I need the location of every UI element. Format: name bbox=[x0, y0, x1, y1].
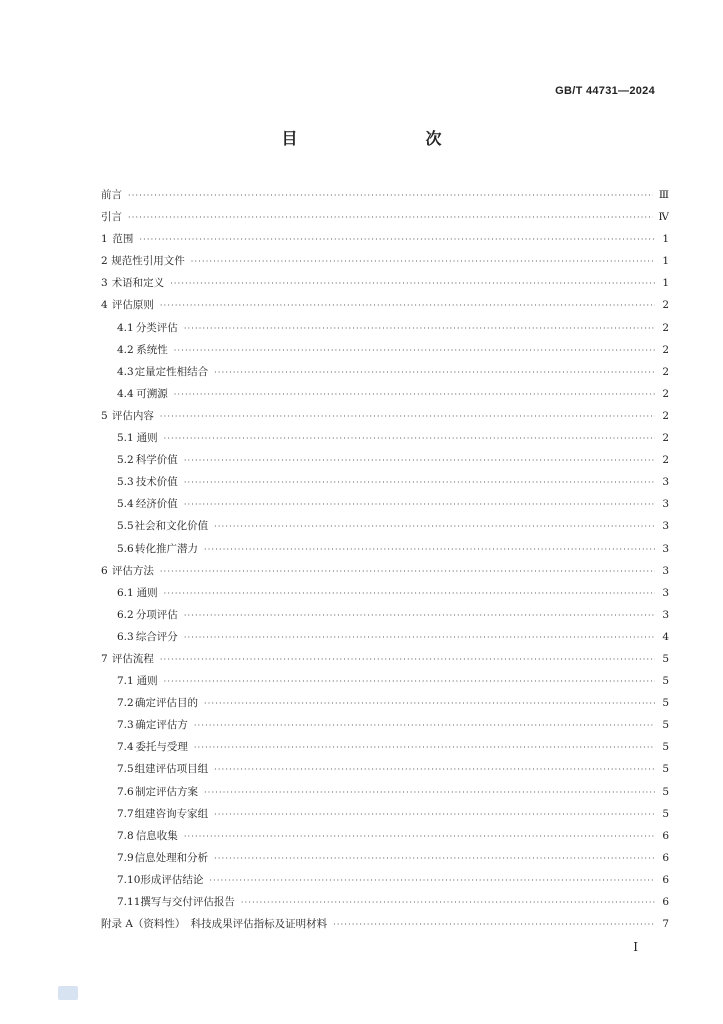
toc-entry-number: 7.2 bbox=[117, 697, 134, 710]
toc-entry-page: 2 bbox=[662, 343, 669, 356]
toc-entry-label: 评估流程 bbox=[111, 652, 154, 665]
toc-entry[interactable] bbox=[101, 471, 669, 493]
toc-entry-number: 6.1 bbox=[117, 586, 134, 599]
toc-entry-page: 2 bbox=[662, 454, 669, 467]
toc-entry-page: 5 bbox=[662, 697, 669, 710]
toc-entry-label: 评估原则 bbox=[111, 299, 154, 312]
toc-entry-label: 信息处理和分析 bbox=[134, 851, 209, 864]
toc-leader-dots bbox=[184, 826, 655, 848]
toc-entry-page: 5 bbox=[662, 652, 669, 665]
toc-entry[interactable] bbox=[101, 670, 669, 692]
toc-entry-number: 3 bbox=[101, 277, 108, 290]
toc-entry[interactable] bbox=[101, 361, 669, 383]
toc-entry[interactable] bbox=[101, 427, 669, 449]
toc-leader-dots bbox=[160, 295, 655, 317]
toc-entry-page: 2 bbox=[662, 387, 669, 400]
toc-entry-number: 7.5 bbox=[117, 763, 134, 776]
toc-entry-label: 前言 bbox=[101, 189, 122, 201]
toc-entry-page: 3 bbox=[662, 586, 669, 599]
toc-entry-label: 范围 bbox=[112, 233, 134, 246]
toc-entry-number: 4.4 bbox=[117, 387, 134, 400]
toc-entry-label: 引言 bbox=[101, 211, 122, 224]
toc-entry-label: 确定评估目的 bbox=[135, 697, 199, 710]
toc-entry[interactable] bbox=[101, 250, 669, 272]
toc-leader-dots bbox=[194, 737, 655, 759]
toc-entry-number: 7.1 bbox=[117, 675, 134, 688]
toc-entry-number: 5.6 bbox=[117, 542, 134, 555]
toc-entry-number: 5.1 bbox=[117, 432, 134, 445]
toc-entry-page: 6 bbox=[662, 829, 669, 842]
toc-entry[interactable] bbox=[101, 206, 669, 228]
toc-entry-label: 委托与受理 bbox=[135, 741, 188, 754]
toc-leader-dots bbox=[160, 406, 655, 428]
toc-entry-number: 7.9 bbox=[117, 851, 134, 864]
toc-entry[interactable] bbox=[101, 626, 669, 648]
toc-entry-label: 分类评估 bbox=[135, 321, 178, 334]
toc-entry-label: 评估内容 bbox=[111, 409, 154, 422]
toc-entry[interactable] bbox=[101, 493, 669, 515]
toc-entry-label: 组建咨询专家组 bbox=[134, 807, 209, 820]
toc-leader-dots bbox=[214, 759, 655, 781]
toc-entry-number: 6.2 bbox=[117, 608, 134, 621]
toc-entry-page: 3 bbox=[662, 542, 669, 555]
toc-entry-number: 5.4 bbox=[117, 498, 134, 511]
toc-leader-dots bbox=[174, 384, 655, 406]
toc-entry[interactable] bbox=[101, 383, 669, 405]
toc-entry[interactable] bbox=[101, 515, 669, 537]
toc-entry-label: 经济价值 bbox=[135, 498, 178, 511]
toc-entry-page: 1 bbox=[662, 233, 669, 246]
toc-entry[interactable] bbox=[101, 449, 669, 471]
toc-entry-number: 7.7 bbox=[117, 807, 134, 820]
toc-entry-number: 6 bbox=[101, 564, 108, 577]
toc-entry-number: 2 bbox=[101, 255, 108, 268]
toc-leader-dots bbox=[184, 450, 655, 472]
toc-entry-label: 综合评分 bbox=[135, 630, 178, 643]
toc-entry-label: 通则 bbox=[136, 586, 158, 599]
toc-entry-page: 1 bbox=[662, 255, 669, 268]
toc-entry-number: 7.11 bbox=[117, 896, 141, 908]
toc-leader-dots bbox=[214, 362, 655, 384]
table-of-contents bbox=[101, 184, 669, 935]
toc-entry-number: 7.6 bbox=[117, 785, 134, 798]
toc-entry-page: 2 bbox=[662, 365, 669, 378]
toc-entry[interactable] bbox=[101, 736, 669, 758]
toc-entry-page: 3 bbox=[662, 520, 669, 533]
toc-entry-label: 系统性 bbox=[136, 343, 168, 356]
toc-entry-label: 评估方法 bbox=[111, 564, 154, 577]
toc-leader-dots bbox=[164, 583, 655, 605]
toc-entry-page: 5 bbox=[662, 785, 669, 798]
toc-entry-number: 7.8 bbox=[117, 829, 134, 842]
toc-entry-number: 5.2 bbox=[117, 454, 134, 467]
toc-entry[interactable] bbox=[101, 560, 669, 582]
toc-entry-page: 2 bbox=[662, 432, 669, 445]
toc-entry-label: 定量定性相结合 bbox=[134, 365, 209, 378]
toc-entry-label: 组建评估项目组 bbox=[134, 763, 209, 776]
toc-entry-number: 6.3 bbox=[117, 630, 134, 643]
toc-entry-label: 附录 A（资料性） 科技成果评估指标及证明材料 bbox=[101, 918, 328, 931]
toc-entry-page: Ⅲ bbox=[658, 189, 669, 201]
toc-leader-dots bbox=[184, 472, 655, 494]
toc-entry[interactable] bbox=[101, 604, 669, 626]
toc-leader-dots bbox=[164, 671, 655, 693]
toc-leader-dots bbox=[241, 892, 655, 914]
toc-leader-dots bbox=[184, 627, 655, 649]
toc-entry-label: 社会和文化价值 bbox=[134, 520, 209, 533]
page-title: 目 次 bbox=[281, 129, 474, 148]
toc-entry-page: Ⅳ bbox=[658, 211, 669, 224]
toc-leader-dots bbox=[164, 428, 655, 450]
toc-entry-label: 撰写与交付评估报告 bbox=[140, 896, 235, 908]
toc-entry-page: 5 bbox=[662, 675, 669, 688]
toc-entry[interactable] bbox=[101, 692, 669, 714]
toc-entry-page: 5 bbox=[662, 807, 669, 820]
toc-leader-dots bbox=[170, 273, 655, 295]
toc-leader-dots bbox=[128, 185, 653, 207]
toc-entry[interactable] bbox=[101, 582, 669, 604]
toc-leader-dots bbox=[160, 649, 655, 671]
toc-entry-page: 6 bbox=[662, 873, 669, 886]
toc-entry[interactable] bbox=[101, 648, 669, 670]
toc-leader-dots bbox=[204, 693, 655, 715]
toc-entry-number: 5.5 bbox=[117, 520, 134, 533]
toc-entry-label: 分项评估 bbox=[135, 608, 178, 621]
toc-entry-label: 信息收集 bbox=[135, 829, 178, 842]
toc-entry[interactable] bbox=[101, 758, 669, 780]
toc-entry-page: 5 bbox=[662, 741, 669, 754]
toc-entry[interactable] bbox=[101, 803, 669, 825]
toc-entry-number: 7.4 bbox=[117, 741, 134, 754]
toc-entry[interactable] bbox=[101, 317, 669, 339]
toc-entry-page: 5 bbox=[662, 763, 669, 776]
watermark-logo-icon bbox=[58, 986, 78, 1000]
toc-leader-dots bbox=[184, 318, 655, 340]
toc-entry-page: 6 bbox=[662, 896, 669, 908]
toc-entry[interactable] bbox=[101, 714, 669, 736]
toc-leader-dots bbox=[214, 848, 655, 870]
toc-entry[interactable] bbox=[101, 228, 669, 250]
toc-leader-dots bbox=[139, 229, 655, 251]
toc-leader-dots bbox=[209, 870, 655, 892]
toc-entry-number: 4.3 bbox=[117, 365, 134, 378]
toc-entry-label: 技术价值 bbox=[135, 476, 178, 489]
toc-entry-label: 通则 bbox=[136, 432, 158, 445]
toc-leader-dots bbox=[214, 804, 655, 826]
toc-entry[interactable] bbox=[101, 184, 669, 206]
toc-entry-page: 2 bbox=[662, 299, 669, 312]
toc-entry[interactable] bbox=[101, 781, 669, 803]
toc-entry[interactable] bbox=[101, 339, 669, 361]
toc-leader-dots bbox=[194, 715, 655, 737]
toc-leader-dots bbox=[184, 605, 655, 627]
toc-leader-dots bbox=[191, 251, 655, 273]
toc-entry-page: 6 bbox=[662, 851, 669, 864]
toc-entry[interactable] bbox=[101, 847, 669, 869]
toc-entry-number: 5 bbox=[101, 409, 108, 422]
toc-entry-label: 确定评估方 bbox=[135, 719, 188, 732]
toc-entry[interactable] bbox=[101, 538, 669, 560]
toc-entry-label: 科学价值 bbox=[135, 454, 178, 467]
page-number: Ⅰ bbox=[633, 940, 638, 954]
toc-leader-dots bbox=[333, 914, 655, 936]
toc-leader-dots bbox=[184, 494, 655, 516]
toc-entry-number: 7 bbox=[101, 652, 108, 665]
toc-entry-page: 7 bbox=[662, 918, 669, 931]
toc-leader-dots bbox=[204, 539, 655, 561]
toc-leader-dots bbox=[160, 561, 655, 583]
toc-entry-page: 5 bbox=[662, 719, 669, 732]
toc-entry-label: 规范性引用文件 bbox=[111, 255, 185, 268]
toc-leader-dots bbox=[214, 516, 655, 538]
toc-entry-number: 4.2 bbox=[117, 343, 134, 356]
toc-entry[interactable] bbox=[101, 891, 669, 913]
toc-entry-page: 3 bbox=[662, 476, 669, 489]
toc-entry-label: 形成评估结论 bbox=[140, 873, 204, 886]
toc-entry-label: 通则 bbox=[136, 675, 158, 688]
toc-entry-number: 5.3 bbox=[117, 476, 134, 489]
toc-leader-dots bbox=[128, 207, 653, 229]
toc-entry-number: 7.3 bbox=[117, 719, 134, 732]
toc-entry-page: 3 bbox=[662, 498, 669, 511]
toc-entry[interactable] bbox=[101, 405, 669, 427]
toc-entry-page: 2 bbox=[662, 409, 669, 422]
toc-entry[interactable] bbox=[101, 869, 669, 891]
toc-entry[interactable] bbox=[101, 913, 669, 935]
toc-entry[interactable] bbox=[101, 825, 669, 847]
standard-code: GB/T 44731—2024 bbox=[555, 85, 655, 97]
toc-entry-number: 7.10 bbox=[117, 873, 141, 886]
toc-entry-page: 1 bbox=[662, 277, 669, 290]
toc-entry-label: 制定评估方案 bbox=[135, 785, 199, 798]
toc-entry-page: 4 bbox=[662, 630, 669, 643]
toc-entry-page: 3 bbox=[662, 564, 669, 577]
toc-entry[interactable] bbox=[101, 294, 669, 316]
toc-entry-label: 可溯源 bbox=[136, 387, 168, 400]
toc-leader-dots bbox=[174, 340, 655, 362]
toc-entry-page: 3 bbox=[662, 608, 669, 621]
toc-entry-page: 2 bbox=[662, 321, 669, 334]
toc-entry-number: 4 bbox=[101, 299, 108, 312]
toc-leader-dots bbox=[204, 782, 655, 804]
toc-entry-number: 4.1 bbox=[117, 321, 134, 334]
toc-entry-label: 术语和定义 bbox=[111, 277, 165, 290]
toc-entry[interactable] bbox=[101, 272, 669, 294]
toc-entry-number: 1 bbox=[101, 233, 108, 246]
toc-entry-label: 转化推广潜力 bbox=[135, 542, 199, 555]
